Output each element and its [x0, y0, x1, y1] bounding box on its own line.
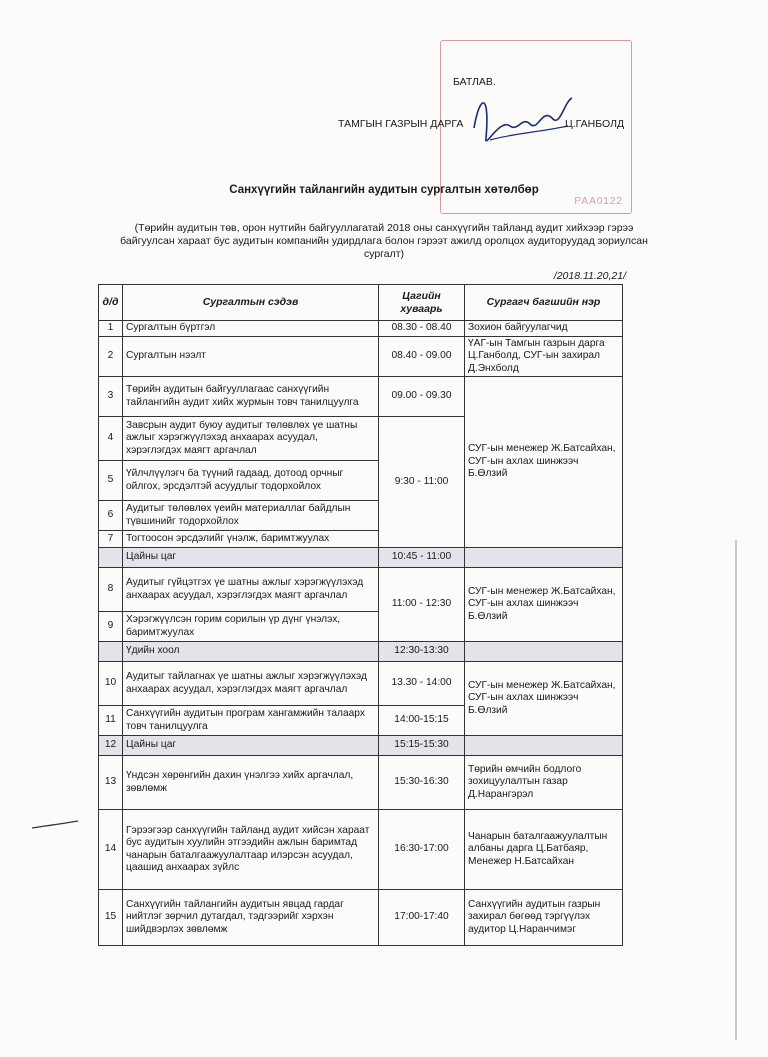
pen-mark [30, 818, 80, 832]
row-topic: Санхүүгийн аудитын програм хангамжийн талаарх товч танилцуулга [123, 706, 379, 736]
row-topic: Сургалтын бүртгэл [123, 321, 379, 337]
row-num: 2 [99, 336, 123, 377]
row-num [99, 548, 123, 568]
row-trainer [465, 736, 623, 756]
row-topic: Санхүүгийн тайлангийн аудитын явцад гардаг нийтлэг зөрчил дутагдал, тэдгээрийг хэрхэн шийдвэрлэх зөвлөмж [123, 890, 379, 946]
table-row [99, 336, 623, 377]
document-date: /2018.11.20,21/ [553, 270, 626, 282]
row-trainer [465, 548, 623, 568]
break-row [99, 736, 623, 756]
row-num: 7 [99, 531, 123, 548]
row-trainer: Төрийн өмчийн бодлого зохицуулалтын газар Д.Нарангэрэл [465, 756, 623, 810]
row-topic: Аудитыг гүйцэтгэх үе шатны ажлыг хэрэгжүүлэхэд анхаарах асуудал, хэрэглэгдэх маягт аргачлал [123, 568, 379, 612]
row-num: 15 [99, 890, 123, 946]
row-time: 10:45 - 11:00 [379, 548, 465, 568]
schedule-table [98, 284, 623, 946]
header-time: Цагийн хуваарь [379, 285, 465, 321]
scan-edge-line [735, 540, 737, 1040]
row-num: 6 [99, 501, 123, 531]
row-num: 11 [99, 706, 123, 736]
approval-name: Ц.ГАНБОЛД [565, 118, 625, 130]
document-subtitle: (Төрийн аудитын төв, орон нутгийн байгууллагатай 2018 оны санхүүгийн тайланд аудит хийхээр гэрээ байгуулсан хараат бус аудитын компанийн удирдлага болон гэрээт ажилд оролцох аудиторуудад зориулсан сургалт) [120, 222, 648, 260]
header-num: д/д [99, 285, 123, 321]
row-topic: Аудитыг төлөвлөх үеийн материаллаг байдлын түвшинийг тодорхойлох [123, 501, 379, 531]
approval-position: ТАМГЫН ГАЗРЫН ДАРГА [338, 118, 464, 130]
row-topic: Үндсэн хөрөнгийн дахин үнэлгээ хийх аргачлал, зөвлөмж [123, 756, 379, 810]
row-trainer: Чанарын баталгаажуулалтын албаны дарга Ц.Батбаяр, Менежер Н.Батсайхан [465, 810, 623, 890]
row-trainer [465, 642, 623, 662]
break-row [99, 548, 623, 568]
row-time: 15:30-16:30 [379, 756, 465, 810]
header-topic: Сургалтын сэдэв [123, 285, 379, 321]
row-num: 9 [99, 612, 123, 642]
row-time: 17:00-17:40 [379, 890, 465, 946]
row-num: 1 [99, 321, 123, 337]
row-time: 16:30-17:00 [379, 810, 465, 890]
row-time: 08.40 - 09.00 [379, 336, 465, 377]
header-trainer: Сургагч багшийн нэр [465, 285, 623, 321]
row-topic: Төрийн аудитын байгууллагаас санхүүгийн тайлангийн аудит хийх журмын товч танилцуулга [123, 377, 379, 417]
row-num: 13 [99, 756, 123, 810]
table-row [99, 377, 623, 417]
approval-word: БАТЛАВ. [453, 76, 496, 88]
row-trainer: Зохион байгуулагчид [465, 321, 623, 337]
table-row [99, 662, 623, 706]
row-time: 13.30 - 14:00 [379, 662, 465, 706]
row-topic: Аудитыг тайлагнах үе шатны ажлыг хэрэгжүүлэхэд анхаарах асуудал, хэрэглэгдэх маягт аргачлал [123, 662, 379, 706]
table-row [99, 568, 623, 612]
merged-time-4-7: 9:30 - 11:00 [379, 417, 465, 548]
merged-trainer-8-9: СУГ-ын менежер Ж.Батсайхан, СУГ-ын ахлах шинжээч Б.Өлзий [465, 568, 623, 642]
row-topic: Тогтоосон эрсдэлийг үнэлж, баримтжуулах [123, 531, 379, 548]
row-topic: Завсрын аудит буюу аудитыг төлөвлөх үе шатны ажлыг хэрэгжүүлэхэд анхаарах асуудал, хэрэглэгдэх маягт аргачлал [123, 417, 379, 461]
stamp-text: РАА0122 [574, 196, 623, 207]
break-row [99, 642, 623, 662]
signature-image [460, 88, 580, 158]
row-topic: Сургалтын нээлт [123, 336, 379, 377]
table-row [99, 890, 623, 946]
row-time: 12:30-13:30 [379, 642, 465, 662]
document-title: Санхүүгийн тайлангийн аудитын сургалтын хөтөлбөр [229, 184, 539, 196]
row-num: 3 [99, 377, 123, 417]
merged-trainer-10-11: СУГ-ын менежер Ж.Батсайхан, СУГ-ын ахлах шинжээч Б.Өлзий [465, 662, 623, 736]
row-num: 5 [99, 461, 123, 501]
row-time: 09.00 - 09.30 [379, 377, 465, 417]
table-row [99, 321, 623, 337]
row-num [99, 642, 123, 662]
row-time: 14:00-15:15 [379, 706, 465, 736]
row-topic: Цайны цаг [123, 548, 379, 568]
row-num: 14 [99, 810, 123, 890]
row-topic: Цайны цаг [123, 736, 379, 756]
row-trainer: Санхүүгийн аудитын газрын захирал бөгөөд тэргүүлэх аудитор Ц.Наранчимэг [465, 890, 623, 946]
merged-time-8-9: 11:00 - 12:30 [379, 568, 465, 642]
row-num: 4 [99, 417, 123, 461]
row-num: 10 [99, 662, 123, 706]
row-trainer: ҮАГ-ын Тамгын газрын дарга Ц.Ганболд, СУГ-ын захирал Д.Энхболд [465, 336, 623, 377]
table-row [99, 810, 623, 890]
row-time: 15:15-15:30 [379, 736, 465, 756]
row-topic: Гэрээгээр санхүүгийн тайланд аудит хийсэн хараат бус аудитын хуулийн этгээдийн ажлын баримтад чанарын баталгаажуулалтаар илэрсэн асуудал, цаашид анхаарах зүйлс [123, 810, 379, 890]
merged-trainer-3-7: СУГ-ын менежер Ж.Батсайхан, СУГ-ын ахлах шинжээч Б.Өлзий [465, 377, 623, 548]
row-topic: Хэрэгжүүлсэн горим сорилын үр дүнг үнэлэх, баримтжуулах [123, 612, 379, 642]
row-time: 08.30 - 08.40 [379, 321, 465, 337]
row-topic: Үдийн хоол [123, 642, 379, 662]
row-num: 8 [99, 568, 123, 612]
table-row [99, 756, 623, 810]
row-num: 12 [99, 736, 123, 756]
row-topic: Үйлчлүүлэгч ба түүний гадаад, дотоод орчныг ойлгох, эрсдэлтэй асуудлыг тодорхойлох [123, 461, 379, 501]
